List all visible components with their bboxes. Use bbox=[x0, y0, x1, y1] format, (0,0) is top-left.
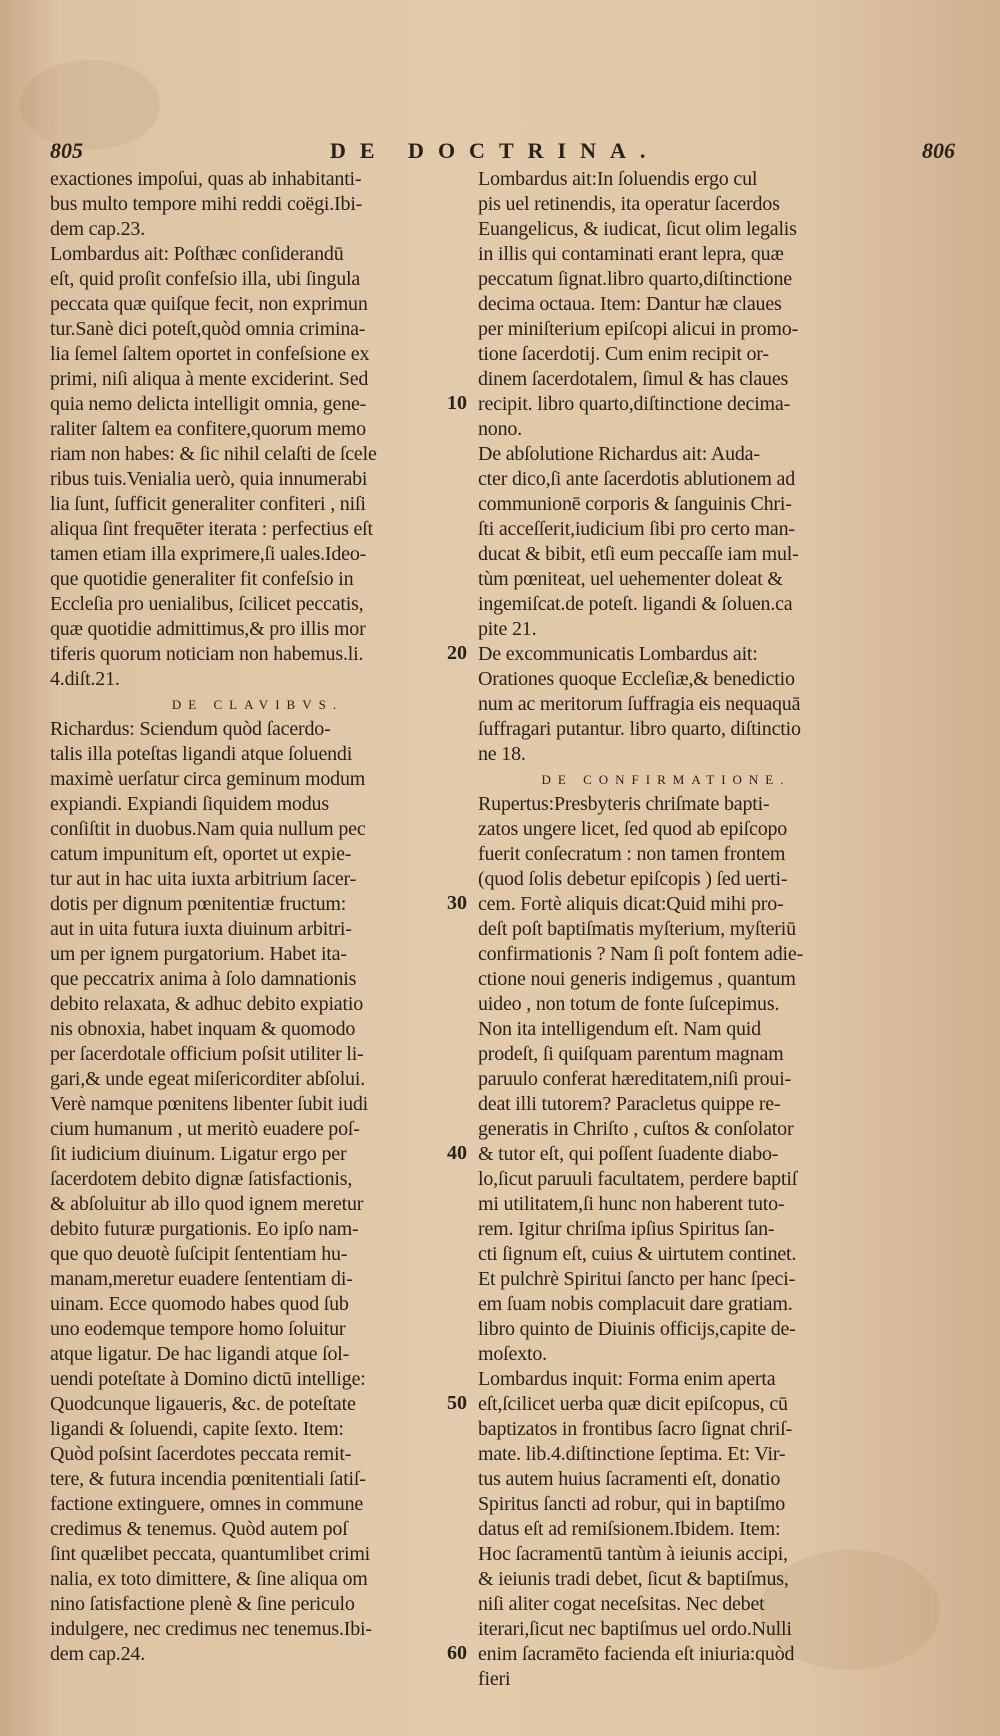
text-line: deſt poſt baptiſmatis myſterium, myſteriū bbox=[478, 918, 796, 940]
line-number-marker: 40 bbox=[447, 1142, 467, 1164]
text-line: & ieiunis tradi debet, ſicut & baptiſmus, bbox=[478, 1568, 789, 1590]
text-line: conſiſtit in duobus.Nam quia nullum pec bbox=[50, 818, 366, 840]
text-line: catum impunitum eſt, oportet ut expie- bbox=[50, 843, 352, 865]
text-line: bus multo tempore mihi reddi coëgi.Ibi- bbox=[50, 193, 363, 215]
line-number-marker: 10 bbox=[447, 392, 467, 414]
text-line: Et pulchrè Spiritui ſancto per hanc ſpeci- bbox=[478, 1268, 796, 1290]
text-line: Rupertus:Presbyteris chriſmate bapti- bbox=[478, 793, 770, 815]
text-line: lia ſemel ſaltem oportet in confeſsione ex bbox=[50, 343, 370, 365]
text-line: pis uel retinendis, ita operatur ſacerdos bbox=[478, 193, 780, 215]
text-line: primi, niſi aliqua à mente exciderint. Sed bbox=[50, 368, 369, 390]
text-line: tere, & futura incendia pœnitentiali ſatiſ- bbox=[50, 1468, 366, 1490]
text-line: Orationes quoque Eccleſiæ,& benedictio bbox=[478, 668, 795, 690]
text-line: quæ quotidie admittimus,& pro illis mor bbox=[50, 618, 366, 640]
text-line: indulgere, nec credimus nec tenemus.Ibi- bbox=[50, 1618, 372, 1640]
text-line: ligandi & ſoluendi, capite ſexto. Item: bbox=[50, 1418, 344, 1440]
text-line: cti ſignum eſt, cuius & uirtutem continet. bbox=[478, 1243, 797, 1265]
text-line: recipit. libro quarto,diſtinctione decima- bbox=[478, 393, 791, 415]
text-line: tus autem huius ſacramenti eſt, donatio bbox=[478, 1468, 781, 1490]
text-line: ſuffragari putantur. libro quarto, diſtinctio bbox=[478, 718, 801, 740]
text-line: lo,ſicut paruuli facultatem, perdere baptiſ bbox=[478, 1168, 798, 1190]
text-line: tur aut in hac uita iuxta arbitrium ſacer- bbox=[50, 868, 357, 890]
line-number-marker: 30 bbox=[447, 892, 467, 914]
text-line: DE CLAVIBVS. bbox=[171, 697, 344, 712]
text-line: enim ſacramēto facienda eſt iniuria:quòd bbox=[478, 1643, 795, 1665]
text-line: Richardus: Sciendum quòd ſacerdo- bbox=[50, 718, 331, 740]
text-line: DE CONFIRMATIONE. bbox=[541, 772, 791, 787]
text-line: uendi poteſtate à Domino dictū intellige: bbox=[50, 1368, 366, 1390]
text-line: Non ita intelligendum eſt. Nam quid bbox=[478, 1018, 761, 1040]
text-line: ne 18. bbox=[478, 743, 526, 765]
text-line: aliqua ſint frequēter iterata : perfectius eſt bbox=[50, 518, 373, 540]
right-column bbox=[478, 167, 854, 1692]
text-line: uno eodemque tempore homo ſoluitur bbox=[50, 1318, 346, 1340]
text-line: uideo , non totum de fonte ſuſcepimus. bbox=[478, 993, 780, 1015]
text-line: nino ſatisfactione plenè & ſine periculo bbox=[50, 1593, 355, 1615]
text-line: um per ignem purgatorium. Habet ita- bbox=[50, 943, 347, 965]
text-line: ſint quælibet peccata, quantumlibet crimi bbox=[50, 1543, 371, 1565]
text-line: datus eſt ad remiſsionem.Ibidem. Item: bbox=[478, 1518, 781, 1540]
text-line: baptizatos in frontibus ſacro ſignat chriſ- bbox=[478, 1418, 793, 1440]
text-line: dotis per dignum pœnitentiæ fructum: bbox=[50, 893, 347, 915]
text-line: expiandi. Expiandi ſiquidem modus bbox=[50, 793, 329, 815]
text-line: dem cap.24. bbox=[50, 1643, 145, 1665]
line-number-marker: 60 bbox=[447, 1642, 467, 1664]
text-line: fieri bbox=[478, 1668, 511, 1690]
text-line: De abſolutione Richardus ait: Auda- bbox=[478, 443, 760, 465]
text-line: debito futuræ purgationis. Eo ipſo nam- bbox=[50, 1218, 359, 1240]
text-line: dinem ſacerdotalem, ſimul & has claues bbox=[478, 368, 789, 390]
text-line: tione ſacerdotij. Cum enim recipit or- bbox=[478, 343, 769, 365]
text-line: ducat & bibit, etſi eum peccaſſe iam mul- bbox=[478, 543, 799, 565]
text-line: credimus & tenemus. Quòd autem poſ bbox=[50, 1518, 348, 1540]
text-line: tùm pœniteat, uel uehementer doleat & bbox=[478, 568, 783, 590]
text-line: peccatum ſignat.libro quarto,diſtinctione bbox=[478, 268, 792, 290]
text-line: nono. bbox=[478, 418, 523, 440]
text-line: Lombardus ait: Poſthæc conſiderandū bbox=[50, 243, 344, 265]
text-line: tiferis quorum noticiam non habemus.li. bbox=[50, 643, 364, 665]
text-line: confirmationis ? Nam ſi poſt fontem adie- bbox=[478, 943, 804, 965]
text-line: lia ſunt, ſufficit generaliter confiteri , niſi bbox=[50, 493, 366, 515]
text-line: 4.diſt.21. bbox=[50, 668, 120, 690]
text-line: paruulo conferat hæreditatem,niſi proui- bbox=[478, 1068, 792, 1090]
text-line: fuerit conſecratum : non tamen frontem bbox=[478, 843, 786, 865]
text-line: mi utilitatem,ſi hunc non haberent tuto- bbox=[478, 1193, 785, 1215]
text-line: que quo deuotè ſuſcipit ſententiam hu- bbox=[50, 1243, 348, 1265]
text-line: quia nemo delicta intelligit omnia, gene- bbox=[50, 393, 367, 415]
text-line: prodeſt, ſi quiſquam parentum magnam bbox=[478, 1043, 784, 1065]
line-number-marker: 50 bbox=[447, 1392, 467, 1414]
text-line: tamen etiam illa exprimere,ſi uales.Ideo- bbox=[50, 543, 367, 565]
text-line: aut in uita futura iuxta diuinum arbitri- bbox=[50, 918, 352, 940]
text-line: De excommunicatis Lombardus ait: bbox=[478, 643, 758, 665]
text-line: tur.Sanè dici poteſt,quòd omnia crimina- bbox=[50, 318, 366, 340]
text-line: decima octaua. Item: Dantur hæ claues bbox=[478, 293, 782, 315]
text-line: niſi aliter cogat neceſsitas. Nec debet bbox=[478, 1593, 765, 1615]
text-line: ſacerdotem debito dignæ ſatisfactionis, bbox=[50, 1168, 353, 1190]
text-line: Verè namque pœnitens libenter ſubit iudi bbox=[50, 1093, 369, 1115]
text-line: ſit iudicium diuinum. Ligatur ergo per bbox=[50, 1143, 347, 1165]
text-line: per miniſterium epiſcopi alicui in promo- bbox=[478, 318, 799, 340]
text-line: rem. Igitur chriſma ipſius Spiritus ſan- bbox=[478, 1218, 775, 1240]
text-line: Eccleſia pro uenialibus, ſcilicet peccatis, bbox=[50, 593, 364, 615]
text-line: que quotidie generaliter fit confeſsio in bbox=[50, 568, 354, 590]
text-line: Hoc ſacramentū tantùm à ieiunis accipi, bbox=[478, 1543, 788, 1565]
text-line: moſexto. bbox=[478, 1343, 547, 1365]
text-line: num ac meritorum ſuffragia eis nequaquā bbox=[478, 693, 801, 715]
text-line: ingemiſcat.de poteſt. ligandi & ſoluen.ca bbox=[478, 593, 793, 615]
text-line: ctione noui generis indigemus , quantum bbox=[478, 968, 796, 990]
page-header bbox=[50, 138, 980, 168]
page-number-right: 806 bbox=[922, 138, 955, 163]
text-line: cium humanum , ut meritò euadere poſ- bbox=[50, 1118, 360, 1140]
text-line: factione extinguere, omnes in commune bbox=[50, 1493, 364, 1515]
text-line: (quod ſolis debetur epiſcopis ) ſed uerti- bbox=[478, 868, 788, 890]
text-line: zatos ungere licet, ſed quod ab epiſcopo bbox=[478, 818, 788, 840]
text-line: atque ligatur. De hac ligandi atque ſol- bbox=[50, 1343, 350, 1365]
text-line: talis illa poteſtas ligandi atque ſoluendi bbox=[50, 743, 353, 765]
text-line: raliter ſaltem ea confitere,quorum memo bbox=[50, 418, 366, 440]
text-line: Quodcunque ligaueris, &c. de poteſtate bbox=[50, 1393, 356, 1415]
running-title: DE DOCTRINA. bbox=[330, 138, 660, 163]
text-line: & tutor eſt, qui poſſent ſuadente diabo- bbox=[478, 1143, 779, 1165]
text-line: gari,& unde egeat miſericorditer abſolui. bbox=[50, 1068, 366, 1090]
text-line: eſt, quid proſit confeſsio illa, ubi ſingula bbox=[50, 268, 361, 290]
text-line: in illis qui contaminati erant lepra, quæ bbox=[478, 243, 784, 265]
text-line: debito relaxata, & adhuc debito expiatio bbox=[50, 993, 363, 1015]
text-line: generatis in Chriſto , cuſtos & conſolator bbox=[478, 1118, 794, 1140]
text-line: pite 21. bbox=[478, 618, 537, 640]
text-line: ſti acceſſerit,iudicium ſibi pro certo man- bbox=[478, 518, 795, 540]
text-line: per ſacerdotale officium poſsit utiliter li- bbox=[50, 1043, 364, 1065]
line-number-marker: 20 bbox=[447, 642, 467, 664]
page-number-left: 805 bbox=[50, 138, 83, 163]
text-line: em ſuam nobis complacuit dare gratiam. bbox=[478, 1293, 793, 1315]
text-line: Lombardus inquit: Forma enim aperta bbox=[478, 1368, 776, 1390]
text-line: Lombardus ait:In ſoluendis ergo cul bbox=[478, 168, 758, 190]
paper-stain bbox=[20, 60, 160, 150]
text-line: eſt,ſcilicet uerba quæ dicit epiſcopus, cū bbox=[478, 1393, 788, 1415]
text-line: riam non habes: & ſic nihil celaſti de ſcele bbox=[50, 443, 377, 465]
text-line: & abſoluitur ab illo quod ignem meretur bbox=[50, 1193, 364, 1215]
left-column bbox=[50, 167, 465, 1667]
text-line: ribus tuis.Venialia uerò, quia innumerabi bbox=[50, 468, 368, 490]
text-line: nalia, ex toto dimittere, & ſine aliqua om bbox=[50, 1568, 368, 1590]
text-line: deat illi tutorem? Paracletus quippe re- bbox=[478, 1093, 781, 1115]
text-line: Spiritus ſancti ad robur, qui in baptiſmo bbox=[478, 1493, 786, 1515]
text-line: Euangelicus, & iudicat, ſicut olim legalis bbox=[478, 218, 797, 240]
text-line: cter dico,ſi ante ſacerdotis ablutionem ad bbox=[478, 468, 796, 490]
text-line: nis obnoxia, habet inquam & quomodo bbox=[50, 1018, 356, 1040]
text-line: communionē corporis & ſanguinis Chri- bbox=[478, 493, 792, 515]
text-line: dem cap.23. bbox=[50, 218, 145, 240]
text-line: mate. lib.4.diſtinctione ſeptima. Et: Vir- bbox=[478, 1443, 786, 1465]
text-line: maximè uerſatur circa geminum modum bbox=[50, 768, 366, 790]
text-line: que peccatrix anima à ſolo damnationis bbox=[50, 968, 357, 990]
text-line: peccata quæ quiſque fecit, non exprimun bbox=[50, 293, 368, 315]
text-line: Quòd poſsint ſacerdotes peccata remit- bbox=[50, 1443, 352, 1465]
text-line: manam,meretur euadere ſententiam di- bbox=[50, 1268, 353, 1290]
text-line: exactiones impoſui, quas ab inhabitanti- bbox=[50, 168, 362, 190]
text-line: libro quinto de Diuinis officijs,capite de- bbox=[478, 1318, 796, 1340]
text-line: cem. Fortè aliquis dicat:Quid mihi pro- bbox=[478, 893, 784, 915]
text-line: uinam. Ecce quomodo habes quod ſub bbox=[50, 1293, 349, 1315]
text-line: iterari,ſicut nec baptiſmus uel ordo.Nulli bbox=[478, 1618, 792, 1640]
